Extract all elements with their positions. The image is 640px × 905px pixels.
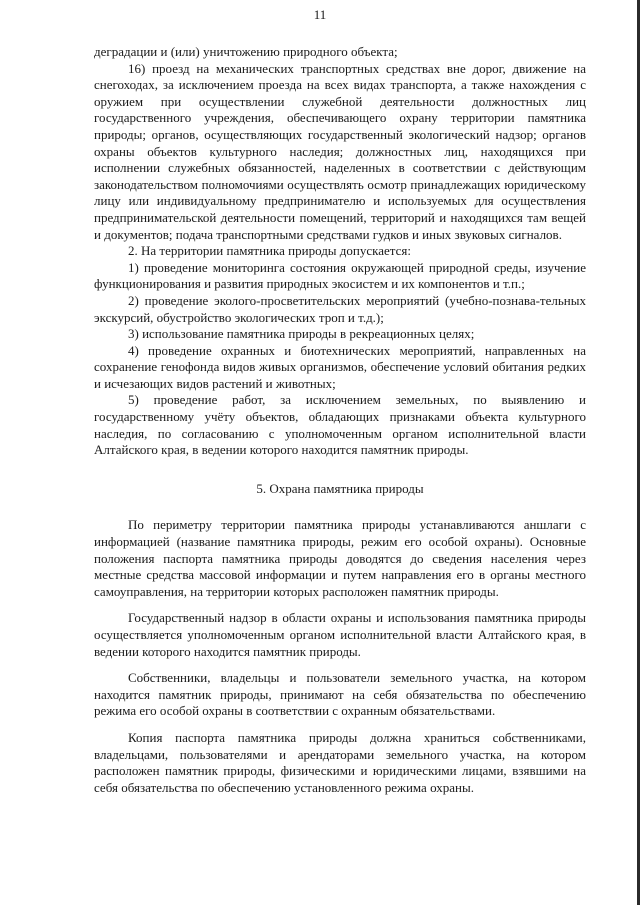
section-paragraph-signs: По периметру территории памятника природы устанавливаются аншлаги с информацией (название памятника природы, режим его особой охраны). Основные положения паспорта памятника природы доводятся до сведения населения через местные средства массовой информации и путем направления его в органы местного самоуправления, на территории которых расположен памятник природы. [94, 517, 586, 599]
section-paragraph-owners: Собственники, владельцы и пользователи земельного участка, на котором находится памятник природы, принимают на себя обязательства по обеспечению режима его особой охраны в соответствии с охранным обязательствами. [94, 670, 586, 719]
paragraph-allowed-item-3: 3) использование памятника природы в рекреационных целях; [128, 326, 475, 342]
page-number: 11 [313, 7, 327, 22]
section-paragraph-passport-copy: Копия паспорта памятника природы должна храниться собственниками, владельцами, пользователями и арендаторами земельного участка, на котором расположен памятник природы, физическими и юридическими лицами, взявшими на себя обязательства по обеспечению установленного режима охраны. [94, 729, 586, 795]
paragraph-item-16: 16) проезд на механических транспортных средствах вне дорог, движение на снегоходах, за исключением проезда на всех видах транспорта, а также нахождения с оружием при осуществлении служебной деятельности должностных лиц государственного учреждения, обеспечивающего охрану территории памятника природы; органов, осуществляющих государственный экологический надзор; органов охраны объектов культурного наследия; должностных лиц, находящихся при исполнении служебных обязанностей, наделенных в соответствии с действующим законодательством полномочиями осуществлять осмотр принадлежащих юридическому лицу или индивидуальному предпринимателю и используемых для осуществления предпринимательской деятельности помещений, территорий и находящихся там вещей и документов; подача транспортными средствами гудков и иных звуковых сигналов. [94, 60, 586, 242]
paragraph-allowed-item-2: 2) проведение эколого-просветительских мероприятий (учебно-познава-тельных экскурсий, обустройство экологических троп и т.д.); [94, 292, 586, 325]
paragraph-allowed-heading: 2. На территории памятника природы допускается: [128, 243, 411, 259]
section-paragraph-supervision: Государственный надзор в области охраны и использования памятника природы осуществляется уполномоченным органом исполнительной власти Алтайского края, в ведении которого находится памятник природы. [94, 610, 586, 659]
paragraph-allowed-item-5: 5) проведение работ, за исключением земельных, по выявлению и государственному учёту объектов, обладающих признаками объекта культурного наследия, по согласованию с уполномоченным органом исполнительной власти Алтайского края, в ведении которого находится памятник природы. [94, 392, 586, 458]
section-heading: 5. Охрана памятника природы [256, 480, 424, 496]
paragraph-continuation: деградации и (или) уничтожению природного объекта; [94, 44, 398, 59]
paragraph-allowed-item-4: 4) проведение охранных и биотехнических мероприятий, направленных на сохранение генофонда видов живых организмов, обеспечение условий обитания редких и исчезающих видов растений и животных; [94, 342, 586, 391]
paragraph-allowed-item-1: 1) проведение мониторинга состояния окружающей природной среды, изучение функционирования и развития природных экосистем и их компонентов и т.п.; [94, 259, 586, 292]
document-body [94, 44, 586, 796]
